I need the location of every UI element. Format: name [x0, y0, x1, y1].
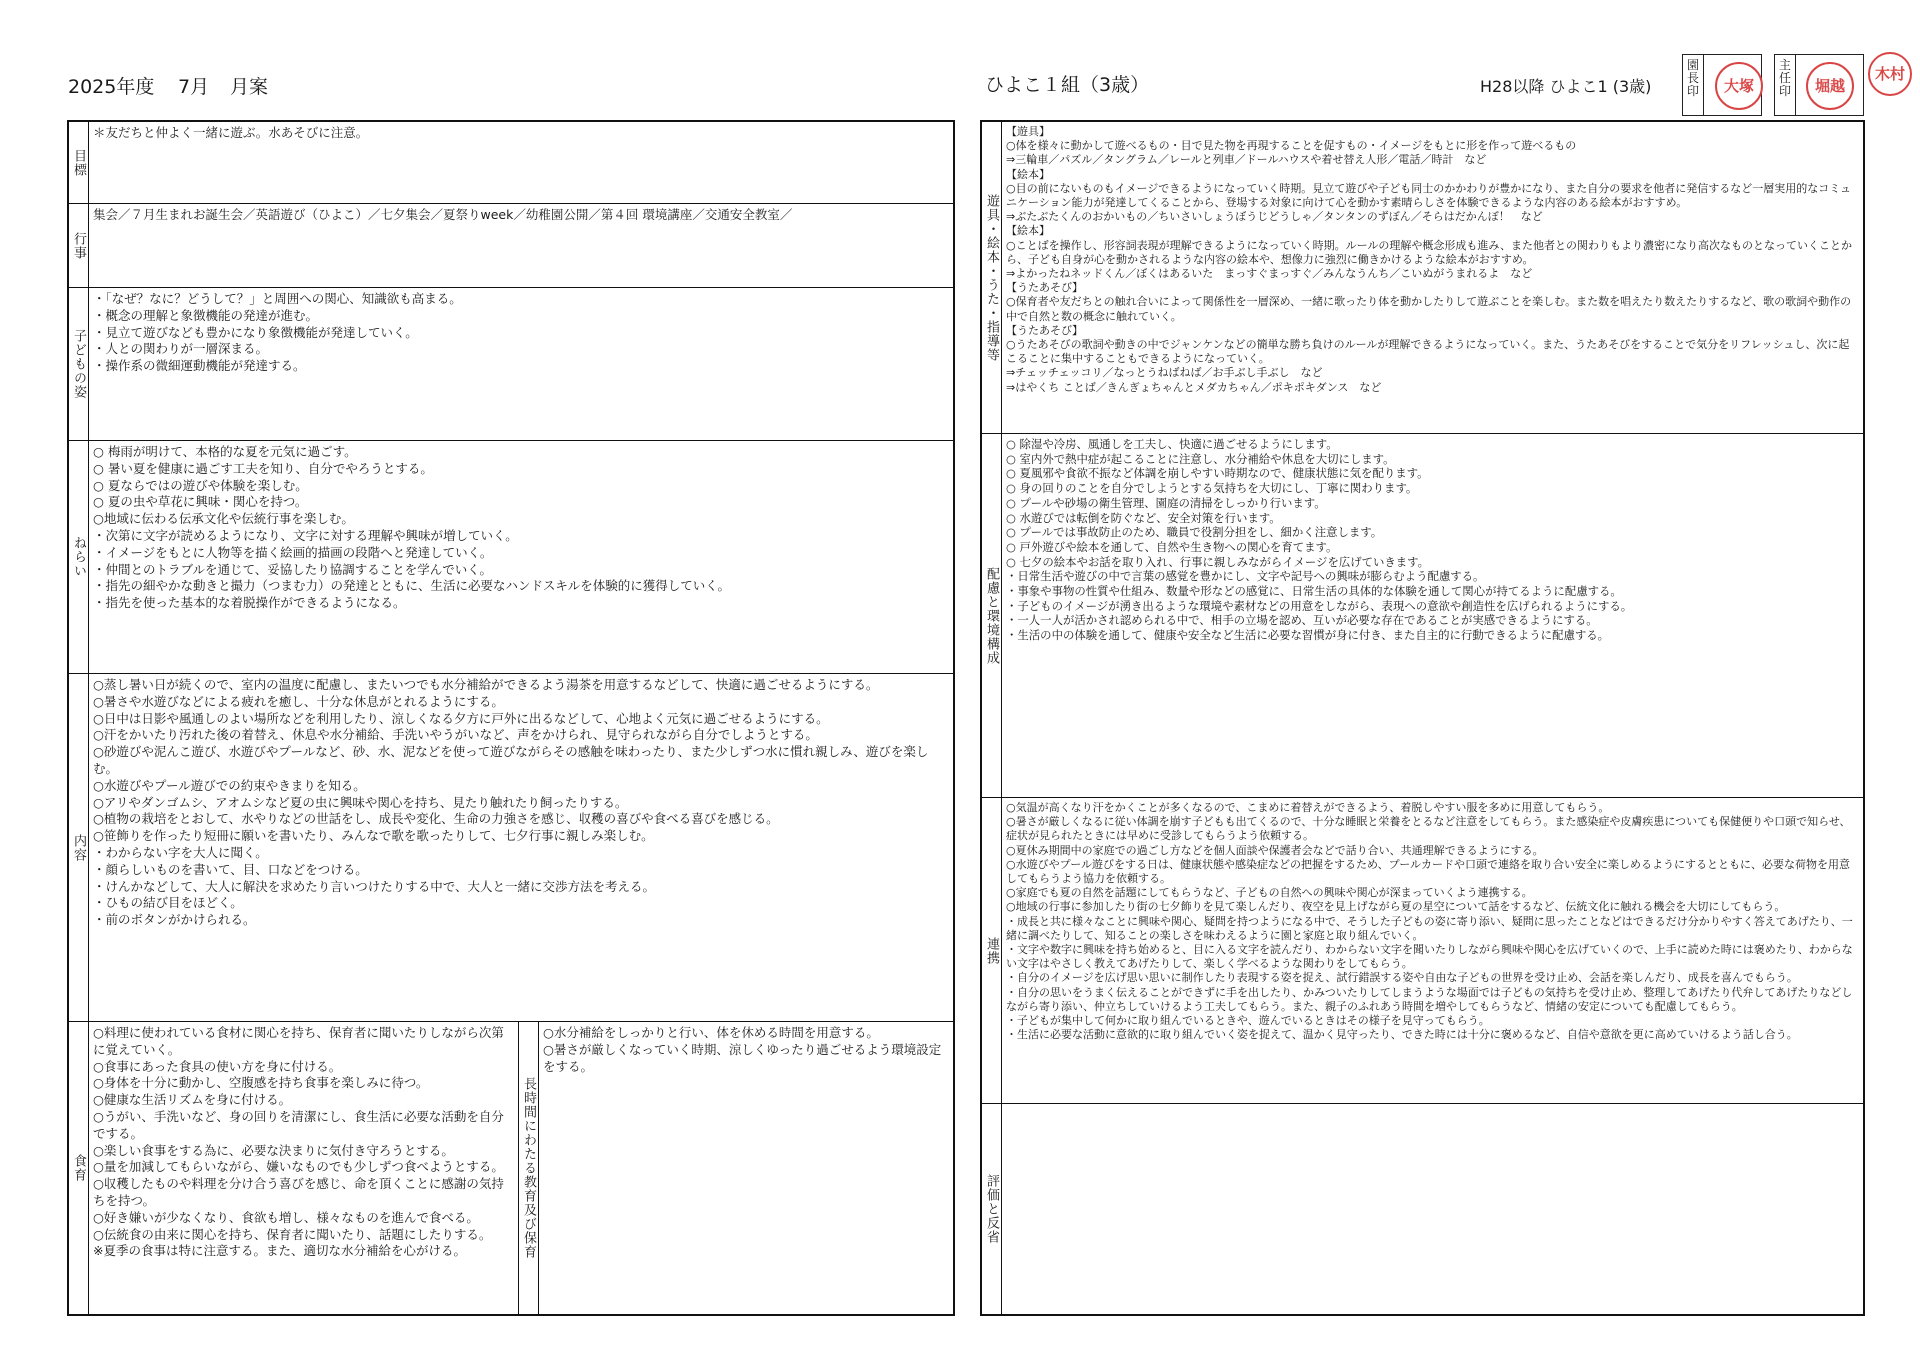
aims-content: ○ 梅雨が明けて、本格的な夏を元気に過ごす。 ○ 暑い夏を健康に過ごす工夫を知り、自分でやろうとする。 ○ 夏ならではの遊びや体験を楽しむ。 ○ 夏の虫や草花に興味・関心を持つ。 ○地域に伝わる伝承文化や伝統行事を楽しむ。 ・次第に文字が読めるようになり、文字に対する理解や興味が増していく。 ・イメージをもとに人物等を描く絵画的描画の段階へと発達していく。 ・仲間とのトラブルを通じて、妥協したり協調することを学んでいく。 ・指先の細やかな動きと撮力（つまむ力）の発達とともに、生活に必要なハンドスキルを体験的に獲得していく。 ・指先を使った基本的な着脱操作ができるようになる。 [93, 444, 731, 611]
class-name: ひよこ１組（3歳） [985, 74, 1150, 96]
events-content: 集会／７月生まれお誕生会／英語遊び（ひよこ）／七夕集会／夏祭りweek／幼稚園公開／第４回 環境講座／交通安全教室／ [93, 207, 793, 222]
children-content: ・「なぜ？なに？どうして？」と周囲への関心、知識欲も高まる。 ・概念の理解と象徴機能の発達が進む。 ・見立て遊びなども豊かになり象徴機能が発達していく。 ・人との関わりが一層深まる。 ・操作系の微細運動機能が発達する。 [93, 291, 462, 374]
children-label: 子どもの姿 [69, 288, 89, 440]
longcare-content: ○水分補給をしっかりと行い、体を休める時間を用意する。 ○暑さが厳しくなっていく時期、涼しくゆったり過ごせるよう環境設定をする。 [543, 1025, 942, 1074]
left-panel [67, 120, 955, 1316]
cooperation-content: ○気温が高くなり汗をかくことが多くなるので、こまめに着替えができるよう、着脱しやすい服を多めに用意してもらう。 ○暑さが厳しくなるに従い体調を崩す子どもも出てくるので、十分な睡眠と栄養をとるなど注意をしてもらう。また感染症や皮膚疾患についても保健便りや口頭で知らせ、症状が見られたときには早めに受診してもらうよう依頼する。 ○夏休み期間中の家庭での過ごし方などを個人面談や保護者会などで話り合い、共通理解できるようにする。 ○水遊びやプール遊びをする日は、健康状態や感染症などの把握をするため、プールカードや口頭で連絡を取り合い安全に楽しめるようにするとともに、必要な荷物を用意してもらうよう協力を依頼する。 ○家庭でも夏の自然を話題にしてもらうなど、子どもの自然への興味や関心が深まっていくよう連携する。 ○地域の行事に参加したり街の七夕飾りを見て楽しんだり、夜空を見上げながら夏の星空について話をするなど、伝統文化に触れる機会を大切にしてもらう。 ・成長と共に様々なことに興味や関心、疑問を持つようになる中で、そうした子どもの姿に寄り添い、疑問に思ったことなどはできるだけ分かりやすく答えてあげたり、一緒に調べたりして、知ることの楽しさを味わえるように園と家庭と取り組んでいく。 ・文字や数字に興味を持ち始めると、目に入る文字を読んだり、わからない文字を聞いたりしながら興味や関心を広げていくので、上手に読めた時には褒めたり、わからない文字はやさしく教えてあげたりして、楽しく学べるような関わりをしてもらう。 ・自分のイメージを広げ思い思いに制作したり表現する姿を捉え、試行錯誤する姿や自由な子どもの世界を受け止め、会話を楽しんだり、成長を喜んでもらう。 ・自分の思いをうまく伝えることができずに手を出したり、かみついたりしてしまうような場面では子どもの気持ちを受け止め、整理してあげたり代弁してあげたりなどしながら寄り添い、仲立ちしていけるよう工夫してもらう。また、親子のふれあう時間を増やしてもらうなど、情緒の安定についても配慮してもらう。 ・子どもが集中して何かに取り組んでいるときや、遊んでいるときはその様子を見守ってもらう。 ・生活に必要な活動に意欲的に取り組んでいく姿を捉えて、温かく見守ったり、できた時には十分に褒めるなど、自信や意欲を更に高めていけるよう話し合う。 [1006, 801, 1853, 1042]
events-row [69, 204, 953, 288]
document-type: 月案 [230, 76, 269, 98]
evaluation-content [1006, 1107, 1857, 1312]
class-code: H28以降 ひよこ1 (3歳) [1480, 77, 1652, 96]
materials-content: 【遊具】 ○体を様々に動かして遊べるもの・目で見た物を再現することを促すもの・イメージをもとに形を作って遊べるもの ⇒三輪車／パズル／タングラム／レールと列車／ドールハウスや着せ替え人形／電話／時計 など 【絵本】 ○目の前にないものもイメージできるようになっていく時期。見立て遊びや子ども同士のかかわりが豊かになり、また自分の要求を他者に発信するなど一層実用的なコミュニケーション能力が発達してくることから、登場する対象に向けて心を動かす素晴らしさを体験できるような内容のある絵本がおすすめ。 ⇒ぶたぶたくんのおかいもの／ちいさいしょうぼうじどうしゃ／タンタンのずぼん／そらはだかんぼ！ など 【絵本】 ○ことばを操作し、形容詞表現が理解できるようになっていく時期。ルールの理解や概念形成も進み、また他者との関わりもより濃密になり高次なものとなっていくことから、子ども自身が心を動かされるような内容の絵本や、想像力に強烈に働きかけるような絵本がおすすめ。 ⇒よかったねネッドくん／ぼくはあるいた まっすぐまっすぐ／みんなうんち／こいぬがうまれるよ など 【うたあそび】 ○保育者や友だちとの触れ合いによって関係性を一層深め、一緒に歌ったり体を動かしたりして遊ぶことを楽しむ。また数を唱えたり数えたりするなど、歌の歌詞や動作の中で自然と数の概念に触れていく。 【うたあそび】 ○うたあそびの歌詞や動きの中でジャンケンなどの簡単な勝ち負けのルールが理解できるようになっていく。また、うたあそびをすることで気分をリフレッシュし、次に起こることに集中することもできるようになっていく。 ⇒チェッチェッコリ／なっとうねばねば／お手ぶし手ぶし など ⇒はやくち ことば／きんぎょちゃんとメダカちゃん／ポキポキダンス など [1006, 125, 1853, 394]
cooperation-label: 連携 [982, 798, 1002, 1103]
food-content: ○料理に使われている食材に関心を持ち、保育者に聞いたりしながら次第に覚えていく。 ○食事にあった食具の使い方を身に付ける。 ○身体を十分に動かし、空腹感を持ち食事を楽しみに待つ。 ○健康な生活リズムを身に付ける。 ○うがい、手洗いなど、身の回りを清潔にし、食生活に必要な活動を自分でする。 ○楽しい食事をする為に、必要な決まりに気付き守ろうとする。 ○量を加減してもらいながら、嫌いなものでも少しずつ食べようとする。 ○収穫したものや料理を分け合う喜びを感じ、命を頂くことに感謝の気持ちを持つ。 ○好き嫌いが少なくなり、食欲も増し、様々なものを進んで食べる。 ○伝統食の由来に関心を持ち、保育者に聞いたり、話題にしたりする。 ※夏季の食事は特に注意する。また、適切な水分補給を心がける。 [93, 1025, 504, 1259]
food-cell [69, 1022, 519, 1314]
month: 7月 [178, 76, 210, 98]
evaluation-row [982, 1104, 1863, 1314]
contents-row [69, 674, 953, 1022]
longcare-cell [519, 1022, 953, 1314]
goals-content: ＊友だちと仲よく一緒に遊ぶ。水あそびに注意。 [93, 125, 369, 140]
head-stamp-label: 主任印 [1774, 54, 1796, 116]
environment-content: ○ 除湿や冷房、風通しを工夫し、快適に過ごせるようにします。 ○ 室内外で熱中症が起こることに注意し、水分補給や休息を大切にします。 ○ 夏風邪や食欲不振など体調を崩しやすい時期なので、健康状態に気を配ります。 ○ 身の回りのことを自分でしようとする気持ちを大切にし、丁寧に関わります。 ○ プールや砂場の衛生管理、園庭の清掃をしっかり行います。 ○ 水遊びでは転倒を防ぐなど、安全対策を行います。 ○ プールでは事故防止のため、職員で役割分担をし、細かく注意します。 ○ 戸外遊びや絵本を通して、自然や生き物への関心を育てます。 ○ 七夕の絵本やお話を取り入れ、行事に親しみながらイメージを広げていきます。 ・日常生活や遊びの中で言葉の感覚を豊かにし、文字や記号への興味が膨らむよう配慮する。 ・事象や事物の性質や仕組み、数量や形などの感覚に、日常生活の具体的な体験を通して関心が持てるように配慮する。 ・子どものイメージが湧き出るような環境や素材などの用意をしながら、表現への意欲や創造性を広げられるようにする。 ・一人一人が活かされ認められる中で、相手の立場を認め、互いが必要な存在であることが実感できるようにする。 ・生活の中の体験を通して、健康や安全など生活に必要な習慣が身に付き、また自主的に行動できるように配慮する。 [1006, 437, 1633, 643]
principal-stamp-label: 園長印 [1682, 54, 1704, 116]
environment-label: 配慮と環境構成 [982, 434, 1002, 797]
environment-row [982, 434, 1863, 798]
contents-content: ○蒸し暑い日が続くので、室内の温度に配慮し、またいつでも水分補給ができるよう湯茶を用意するなどして、快適に過ごせるようにする。 ○暑さや水遊びなどによる疲れを癒し、十分な休息がとれるようにする。 ○日中は日影や風通しのよい場所などを利用したり、涼しくなる夕方に戸外に出るなどして、心地よく元気に過ごせるようにする。 ○汗をかいたり汚れた後の着替え、休息や水分補給、手洗いやうがいなど、声をかけられ、見守られながら自分でしようとする。 ○砂遊びや泥んこ遊び、水遊びやプールなど、砂、水、泥などを使って遊びながらその感触を味わったり、また少しずつ水に慣れ親しみ、遊びを楽しむ。 ○水遊びやプール遊びでの約束やきまりを知る。 ○アリやダンゴムシ、アオムシなど夏の虫に興味や関心を持ち、見たり触れたり飼ったりする。 ○植物の栽培をとおして、水やりなどの世話をし、成長や変化、生命の力強さを感じ、収穫の喜びや食べる喜びを感じる。 ○笹飾りを作ったり短冊に願いを書いたり、みんなで歌を歌ったりして、七夕行事に親しみ楽しむ。 ・わからない字を大人に聞く。 ・顔らしいものを書いて、目、口などをつける。 ・けんかなどして、大人に解決を求めたり言いつけたりする中で、大人と一緒に交渉方法を考える。 ・ひもの結び目をほどく。 ・前のボタンがかけられる。 [93, 677, 929, 928]
food-label: 食育 [69, 1022, 89, 1314]
goals-row [69, 122, 953, 204]
head-stamp: 堀越 [1806, 62, 1854, 110]
fiscal-year: 2025年度 [68, 76, 155, 98]
longcare-label: 長時間にわたる教育及び保育 [519, 1022, 539, 1314]
extra-stamp: 木村 [1868, 52, 1912, 96]
events-label: 行事 [69, 204, 89, 287]
aims-label: ねらい [69, 441, 89, 673]
contents-label: 内容 [69, 674, 89, 1021]
evaluation-label: 評価と反省 [982, 1104, 1002, 1314]
materials-row [982, 122, 1863, 434]
right-panel [980, 120, 1865, 1316]
materials-label: 遊具・絵本・うた・指導等 [982, 122, 1002, 433]
principal-stamp: 大塚 [1715, 62, 1763, 110]
goals-label: 目標 [69, 122, 89, 203]
children-row [69, 288, 953, 441]
aims-row [69, 441, 953, 674]
cooperation-row [982, 798, 1863, 1104]
bottom-row [69, 1022, 953, 1314]
